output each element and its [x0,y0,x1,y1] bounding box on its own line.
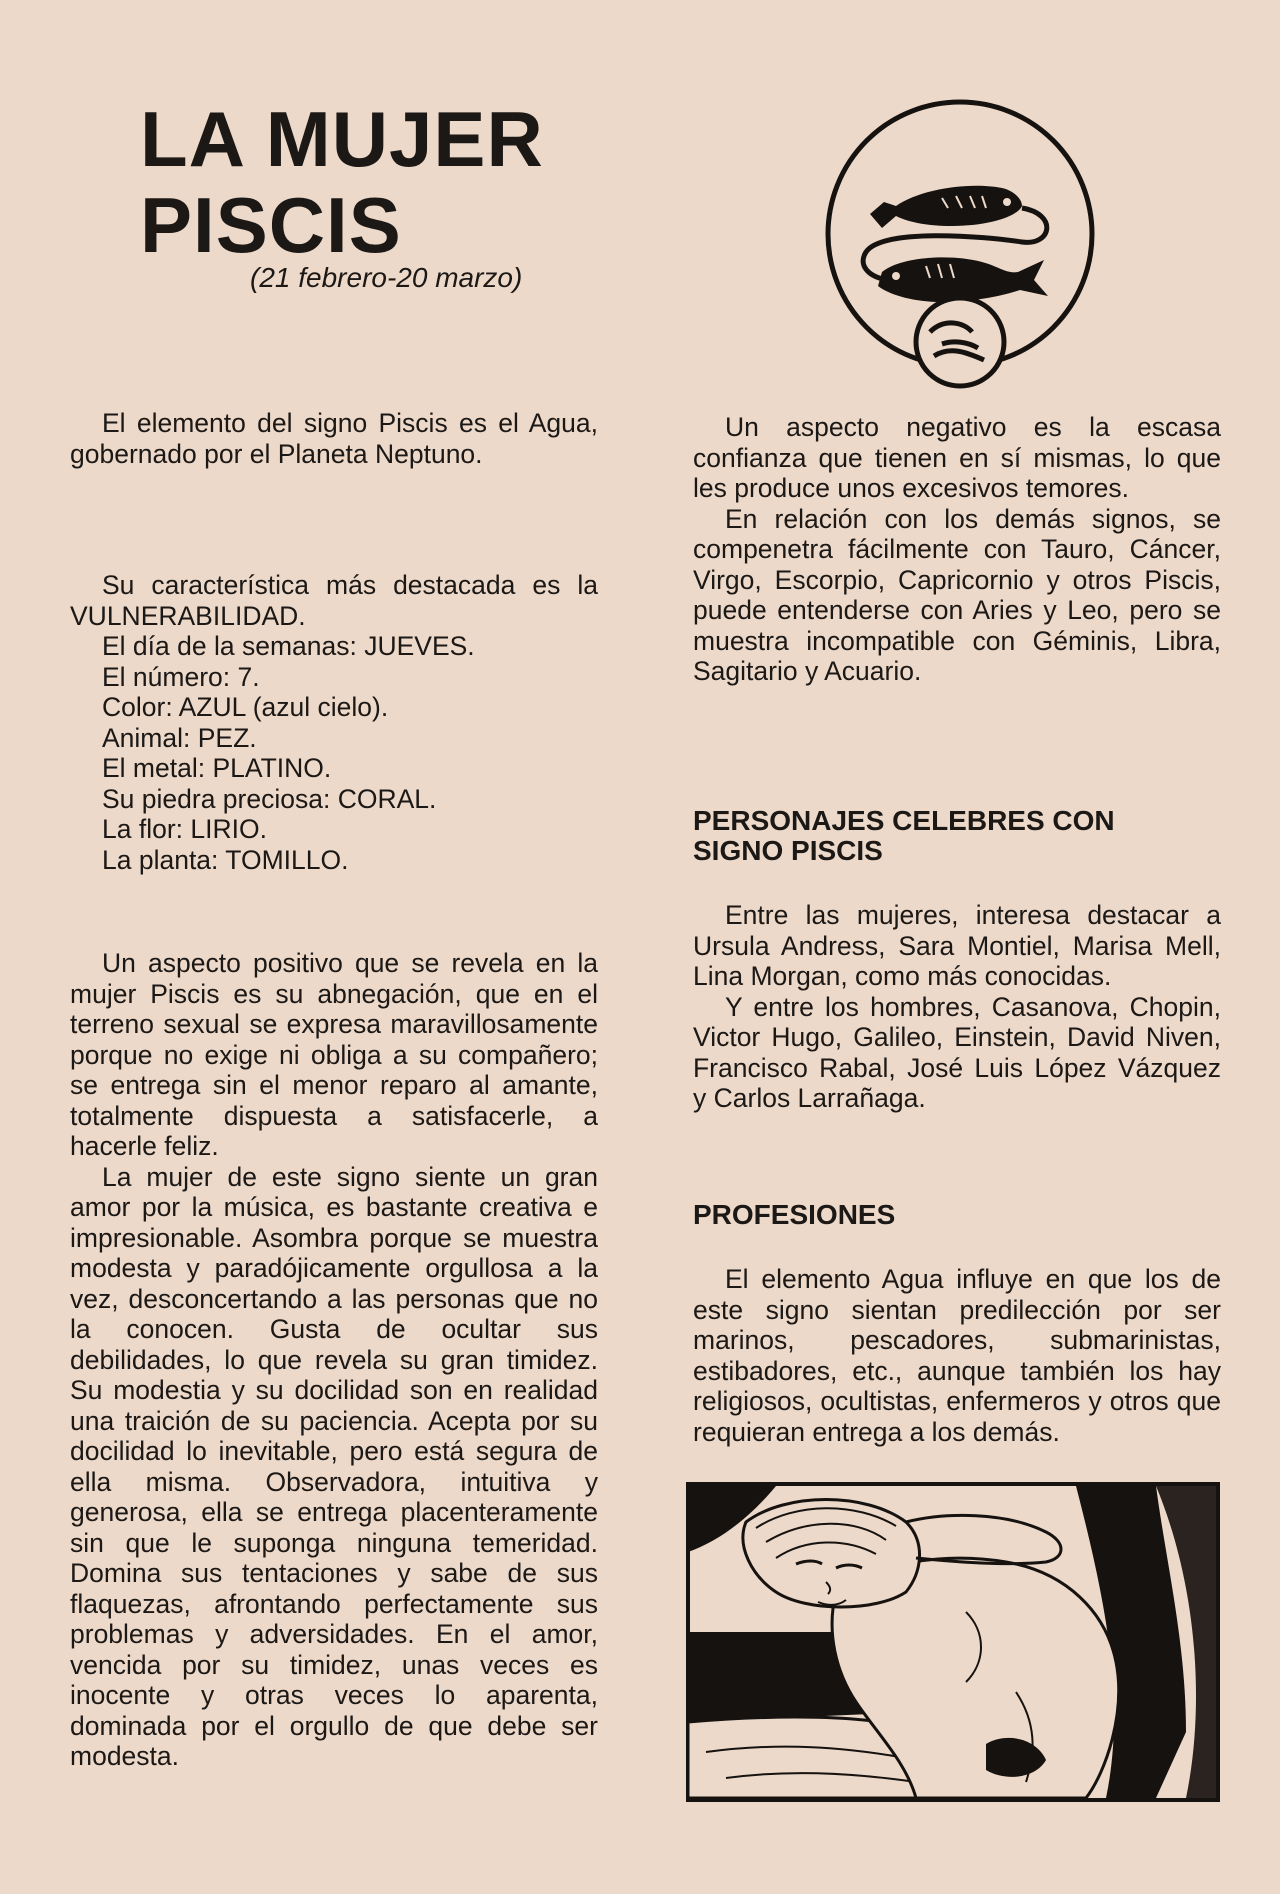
reclining-woman-illustration [686,1482,1220,1802]
pisces-fish-emblem-icon [822,96,1098,396]
attribute-metal: El metal: PLATINO. [102,753,332,783]
negative-aspect-paragraph: Un aspecto negativo es la escasa confianza que tienen en sí mismas, lo que les produce unos excesivos temores. [693,412,1221,503]
page-title [140,96,544,268]
celebrities-heading-line-1: PERSONAJES CELEBRES CON [693,805,1115,836]
celebrities-women-paragraph: Entre las mujeres, interesa destacar a Ursula Andress, Sara Montiel, Marisa Mell, Lina Morgan, como más conocidas. [693,900,1221,991]
professions-heading: PROFESIONES [693,1199,896,1230]
professions-paragraph: El elemento Agua influye en que los de este signo sientan predilección por ser marinos, pescadores, submarinistas, estibadores, etc., aunque también los hay religiosos, ocultistas, enfermeros y otros que requieran entrega a los demás. [693,1264,1221,1447]
personality-paragraph: La mujer de este signo siente un gran amor por la música, es bastante creativa e impresionable. Asombra porque se muestra modesta y paradójicamente orgullosa a la vez, desconcertando a las personas que no la conocen. Gusta de ocultar sus debilidades, lo que revela su gran timidez. Su modestia y su docilidad son en realidad una traición de su paciencia. Acepta por su docilidad lo inevitable, pero está segura de ella misma. Observadora, intuitiva y generosa, ella se entrega placenteramente sin que le suponga ninguna temeridad. Domina sus tentaciones y sabe de sus flaquezas, afrontando perfectamente sus problemas y adversidades. En el amor, vencida por su timidez, unas veces es inocente y otras veces lo aparenta, dominada por el orgullo de que debe ser modesta. [70,1161,598,1771]
attribute-color: Color: AZUL (azul cielo). [102,692,389,722]
celebrities-heading-line-2: SIGNO PISCIS [693,835,883,866]
compatibility-paragraph: En relación con los demás signos, se compenetra fácilmente con Tauro, Cáncer, Virgo, Escorpio, Capricornio y otros Piscis, puede entenderse con Aries y Leo, pero se muestra incompatible con Géminis, Libra, Sagitario y Acuario. [693,503,1221,686]
intro-paragraph: El elemento del signo Piscis es el Agua, gobernado por el Planeta Neptuno. [70,408,598,469]
title-line-1: LA MUJER [140,95,544,183]
attribute-plant: La planta: TOMILLO. [102,844,349,875]
attribute-number: El número: 7. [102,661,260,692]
attribute-day: El día de la semanas: JUEVES. [102,631,475,661]
lower-fish-icon [878,257,1048,302]
attribute-flower: La flor: LIRIO. [102,814,267,844]
positive-aspect-paragraph: Un aspecto positivo que se revela en la mujer Piscis es su abnegación, que en el terreno sexual se expresa maravillosamente porque no exige ni obliga a su compañero; se entrega sin el menor reparo al amante, totalmente dispuesta a satisfacerle, a hacerle feliz. [70,948,598,1161]
attribute-stone: Su piedra preciosa: CORAL. [102,783,437,814]
attributes-block [70,570,598,875]
professions-block [693,1200,1221,1447]
attribute-animal: Animal: PEZ. [102,722,257,753]
date-range: (21 febrero-20 marzo) [250,262,523,293]
characteristic-paragraph: Su característica más destacada es la VULNERABILIDAD. [70,570,598,631]
signs-block [693,412,1221,687]
body-block [70,948,598,1772]
upper-fish-icon [870,186,1022,228]
celebrities-block [693,806,1221,1114]
celebrities-heading [693,806,1221,866]
intro-block [70,408,598,469]
celebrities-men-paragraph: Y entre los hombres, Casanova, Chopin, Victor Hugo, Galileo, Einstein, David Niven, Francisco Rabal, José Luis López Vázquez y Carlos Larrañaga. [693,991,1221,1113]
title-line-2: PISCIS [140,181,402,269]
